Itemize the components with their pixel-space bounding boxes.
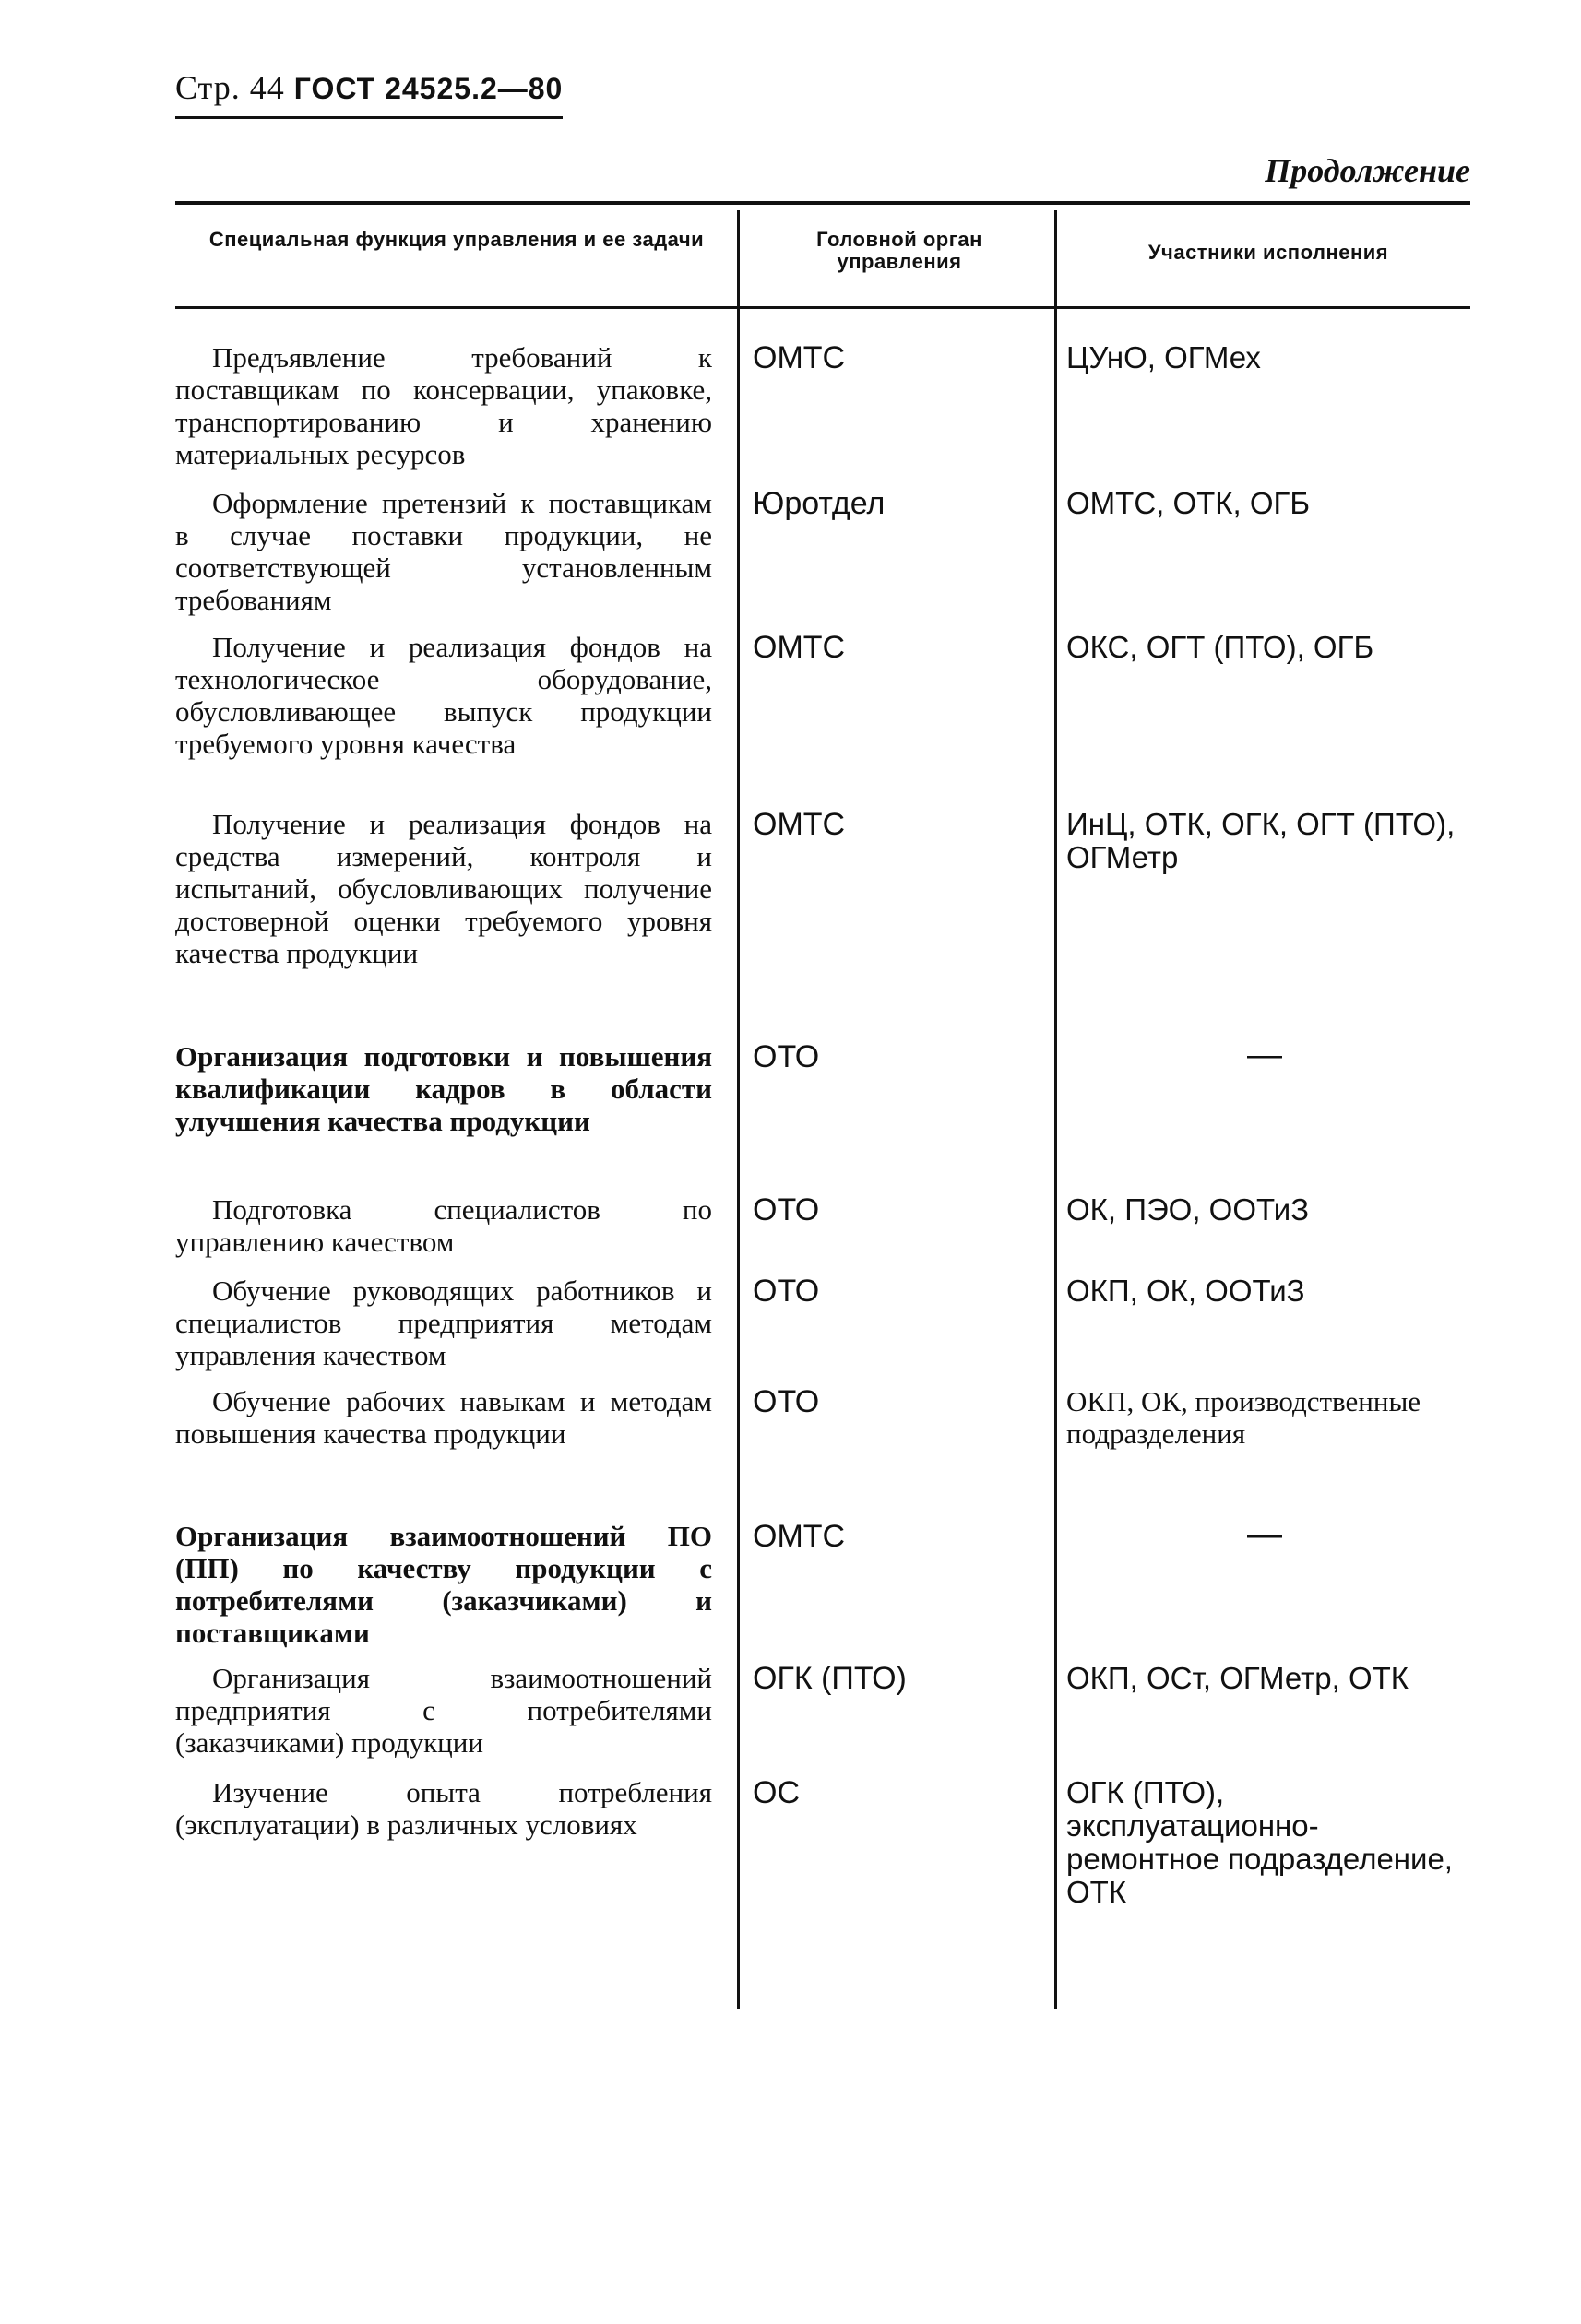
section-heading-cell: Организация подготовки и повышения квалификации кадров в области улучшения качества продукции	[175, 1040, 712, 1137]
participants-cell: ОКС, ОГТ (ПТО), ОГБ	[1066, 630, 1374, 664]
participants-cell: ОКП, ОК, производственные подразделения	[1066, 1385, 1421, 1450]
head-body-cell: ОМТС	[753, 807, 846, 842]
head-body-cell: ОМТС	[753, 1519, 846, 1554]
function-cell: Оформление претензий к поставщикам в случае поставки продукции, не соответствующей установленным требованиям	[175, 487, 712, 616]
head-body-cell: ОГК (ПТО)	[753, 1661, 907, 1696]
function-cell: Подготовка специалистов по управлению качеством	[175, 1193, 712, 1258]
continuation-label: Продолжение	[1265, 152, 1470, 189]
participants-cell: ИнЦ, ОТК, ОГК, ОГТ (ПТО), ОГМетр	[1066, 807, 1456, 874]
head-body-cell: ОС	[753, 1775, 800, 1810]
head-body-cell: ОТО	[753, 1039, 820, 1074]
table-top-rule	[175, 201, 1470, 205]
section-heading-cell: Организация взаимоотношений ПО (ПП) по качеству продукции с потребителями (заказчиками) и поставщиками	[175, 1520, 712, 1649]
participants-cell: ОГК (ПТО), эксплуатационно-ремонтное подразделение, ОТК	[1066, 1775, 1453, 1909]
head-body-cell: ОТО	[753, 1192, 820, 1227]
column-divider	[1054, 210, 1057, 2009]
function-cell: Изучение опыта потребления (эксплуатации) в различных условиях	[175, 1776, 712, 1841]
participants-cell: ЦУнО, ОГМех	[1066, 340, 1261, 374]
function-cell: Обучение рабочих навыкам и методам повышения качества продукции	[175, 1385, 712, 1450]
participants-cell: ОКП, ОК, ООТиЗ	[1066, 1274, 1305, 1308]
participants-cell: ОК, ПЭО, ООТиЗ	[1066, 1192, 1310, 1227]
function-cell: Организация взаимоотношений предприятия с потребителями (заказчиками) продукции	[175, 1662, 712, 1759]
head-body-cell: ОМТС	[753, 630, 846, 665]
function-cell: Обучение руководящих работников и специалистов предприятия методам управления качеством	[175, 1275, 712, 1371]
head-body-cell: ОТО	[753, 1274, 820, 1309]
column-divider	[737, 210, 740, 2009]
functions-table	[175, 201, 1470, 2009]
standard-number: ГОСТ 24525.2—80	[293, 72, 564, 105]
function-cell: Получение и реализация фондов на технологическое оборудование, обусловливающее выпуск продукции требуемого уровня качества	[175, 631, 712, 760]
column-header-function: Специальная функция управления и ее задачи	[208, 228, 705, 251]
participants-cell: ОКП, ОСт, ОГМетр, ОТК	[1066, 1661, 1409, 1695]
function-cell: Получение и реализация фондов на средства измерений, контроля и испытаний, обусловливающих получение достоверной оценки требуемого уровня качества продукции	[175, 808, 712, 969]
participants-cell: ОМТС, ОТК, ОГБ	[1066, 486, 1311, 520]
table-header-rule	[175, 306, 1470, 309]
head-body-cell: ОМТС	[753, 340, 846, 375]
column-header-head-body: Головной орган управления	[816, 228, 982, 273]
head-body-cell: Юротдел	[753, 486, 886, 521]
head-body-cell: ОТО	[753, 1384, 820, 1419]
participants-cell: —	[1247, 1036, 1282, 1074]
running-head	[175, 68, 563, 107]
function-cell: Предъявление требований к поставщикам по консервации, упаковке, транспортированию и хранению материальных ресурсов	[175, 341, 712, 470]
participants-cell: —	[1247, 1515, 1282, 1554]
header-rule	[175, 116, 563, 119]
page-label: Стр. 44	[175, 69, 285, 106]
column-header-participants: Участники исполнения	[1147, 241, 1389, 264]
